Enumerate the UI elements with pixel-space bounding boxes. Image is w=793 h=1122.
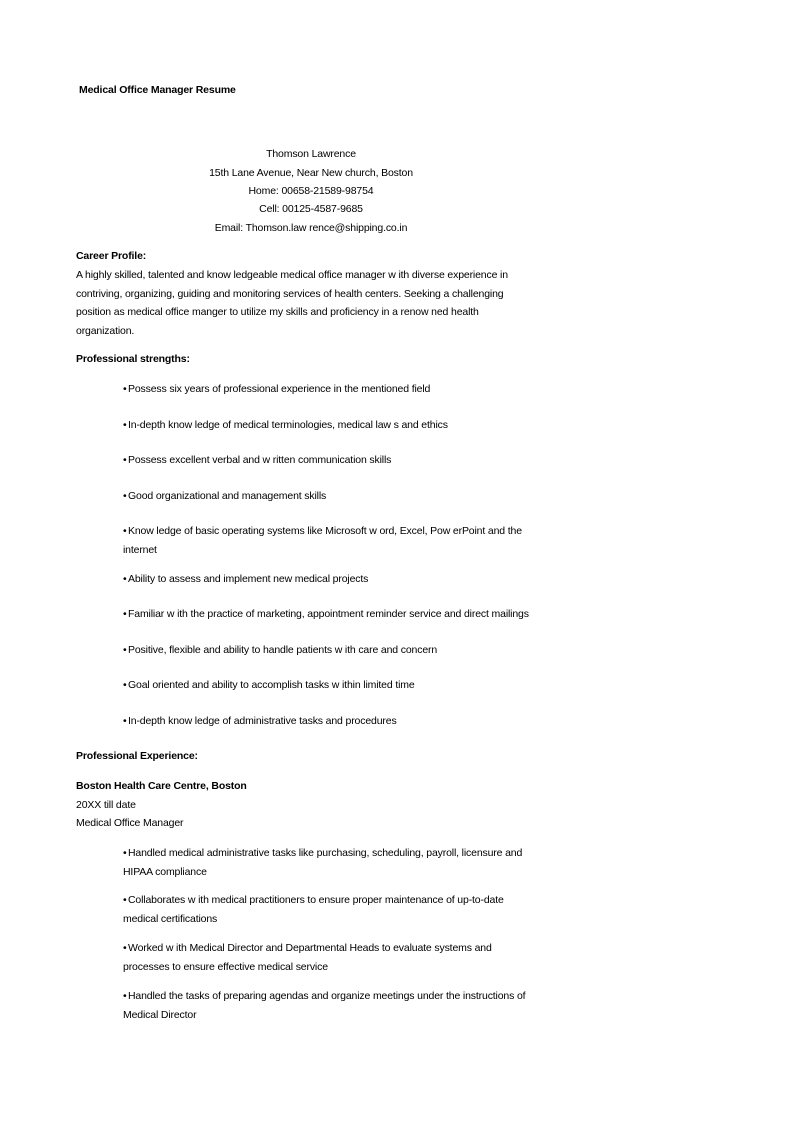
bullet-icon: • <box>123 679 127 691</box>
bullet-icon: • <box>123 608 127 620</box>
bullet-icon: • <box>123 419 127 431</box>
strength-item: •Goal oriented and ability to accomplish tasks w ithin limited time <box>123 676 553 695</box>
career-profile-text <box>76 266 546 340</box>
bullet-icon: • <box>123 573 127 585</box>
strengths-heading: Professional strengths: <box>76 353 190 365</box>
career-profile-line: position as medical office manger to utilize my skills and proficiency in a renow ned health <box>76 306 479 318</box>
bullet-icon: • <box>123 383 127 395</box>
strength-item: •Good organizational and management skills <box>123 487 553 506</box>
experience-heading: Professional Experience: <box>76 750 198 762</box>
strength-item: •Know ledge of basic operating systems like Microsoft w ord, Excel, Pow erPoint and the internet <box>123 522 553 559</box>
strength-item: •Positive, flexible and ability to handle patients w ith care and concern <box>123 641 553 660</box>
bullet-icon: • <box>123 715 127 727</box>
bullet-icon: • <box>123 644 127 656</box>
contact-home-phone: Home: 00658-21589-98754 <box>248 185 374 197</box>
experience-item: •Handled the tasks of preparing agendas and organize meetings under the instructions of Medical Director <box>123 987 553 1024</box>
contact-cell-phone: Cell: 00125-4587-9685 <box>259 203 363 215</box>
strength-item: •In-depth know ledge of medical terminologies, medical law s and ethics <box>123 416 553 435</box>
experience-item: •Handled medical administrative tasks like purchasing, scheduling, payroll, licensure and HIPAA compliance <box>123 844 553 881</box>
strength-item: •Possess six years of professional experience in the mentioned field <box>123 380 553 399</box>
contact-address: 15th Lane Avenue, Near New church, Boston <box>209 167 413 179</box>
bullet-icon: • <box>123 490 127 502</box>
experience-item: •Collaborates w ith medical practitioners to ensure proper maintenance of up-to-date medical certifications <box>123 891 553 928</box>
strength-item: •Ability to assess and implement new medical projects <box>123 570 553 589</box>
career-profile-line: contriving, organizing, guiding and monitoring services of health centers. Seeking a challenging <box>76 287 504 300</box>
career-profile-heading: Career Profile: <box>76 250 147 262</box>
bullet-icon: • <box>123 894 127 906</box>
experience-item: •Worked w ith Medical Director and Departmental Heads to evaluate systems and processes to ensure effective medical service <box>123 939 553 976</box>
contact-email: Email: Thomson.law rence@shipping.co.in <box>214 222 408 234</box>
bullet-icon: • <box>123 525 127 537</box>
document-title: Medical Office Manager Resume <box>79 84 236 96</box>
strength-item: •Familiar w ith the practice of marketing, appointment reminder service and direct mailings <box>123 605 553 624</box>
strength-item: •In-depth know ledge of administrative tasks and procedures <box>123 712 553 731</box>
experience-period: 20XX till date <box>76 799 136 811</box>
experience-employer: Boston Health Care Centre, Boston <box>76 780 247 792</box>
strength-item: •Possess excellent verbal and w ritten communication skills <box>123 451 553 470</box>
experience-role: Medical Office Manager <box>76 817 184 829</box>
career-profile-line: organization. <box>76 324 135 337</box>
bullet-icon: • <box>123 990 127 1002</box>
contact-name: Thomson Lawrence <box>266 148 356 160</box>
career-profile-line: A highly skilled, talented and know ledgeable medical office manager w ith diverse experience in <box>76 269 508 281</box>
bullet-icon: • <box>123 454 127 466</box>
bullet-icon: • <box>123 847 127 859</box>
bullet-icon: • <box>123 942 127 954</box>
